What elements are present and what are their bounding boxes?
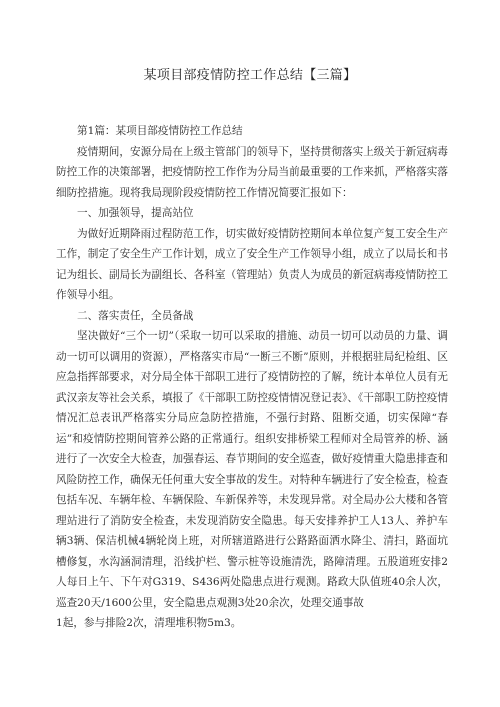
paragraph: 坚决做好“三个一切”（采取一切可以采取的措施、动员一切可以动员的力量、调动一切可以调用的资源），严格落实市局“一断三不断”原则，并根据驻局纪检组、区应急指挥部要求，对分局全体干部职工进行了疫情防控的了解，统计本单位人员有无武汉亲友等社会关系，填报了《干部职工防控疫情情况登记表》、《干部职工防控疫情情况汇总表讯严格落实分局应急防控措施，不强行封路、阻断交通，切实保障“春运”和疫情防控期间管养公路的正常通行。组织安排桥梁工程师对全局管养的桥、涵进行了一次安全大检查，加强春运、春节期间的安全巡查，做好疫情重大隐患排查和风险防控工作，确保无任何重大安全事故的发生。对特种车辆进行了安全检查，检查包括车况、车辆年检、车辆保险、车新保养等，未发现异常。对全局办公大楼和各管理站进行了消防安全检查，未发现消防安全隐患。每天安排养护工人13人、养护车辆3辆、保洁机械4辆轮岗上班，对所辖道路进行公路路面洒水降尘、清扫，路面坑槽修复，水沟涵洞清理，沿线护栏、警示桩等设施清洗，路障清理。五股道班安排2人每日上午、下午对G319、S436两处隐患点进行观测。路政大队值班40余人次，巡查20天/1600公里，安全隐患点观测3处20余次，处理交通事故	[56, 330, 448, 609]
section-heading: 二、落实责任，全员备战	[77, 309, 194, 322]
section-subtitle: 第1篇：某项目部疫情防控工作总结	[77, 125, 243, 137]
paragraph: 为做好近期降雨过程防范工作，切实做好疫情防控期间本单位复产复工安全生产工作，制定了安全生产工作计划，成立了安全生产工作领导小组，成立了以局长和书记为组长、副局长为副组长、各科室（管理站）负责人为成员的新冠病毒疫情防控工作领导小组。	[56, 227, 448, 301]
paragraph: 疫情期间，安源分局在上级主管部门的领导下，坚持贯彻落实上级关于新冠病毒防控工作的决策部署，把疫情防控工作作为分局当前最重要的工作来抓，严格落实落细防控措施。现将我局现阶段疫情防控工作情况简要汇报如下：	[56, 145, 448, 199]
section-heading: 一、加强领导，提高站位	[77, 207, 194, 219]
document-body	[56, 121, 448, 634]
paragraph: 1起，参与排险2次，清理堆积物5m3。	[56, 617, 242, 629]
document-title: 某项目部疫情防控工作总结【三篇】	[143, 68, 357, 83]
